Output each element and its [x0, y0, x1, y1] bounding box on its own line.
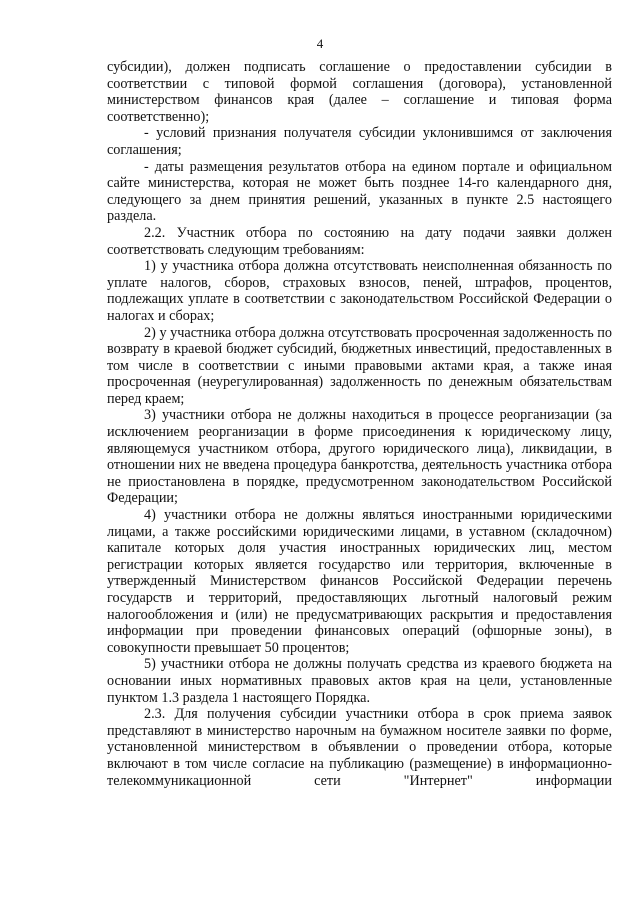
document-body: [107, 59, 612, 789]
paragraph: 5) участники отбора не должны получать средства из краевого бюджета на основании иных нормативных правовых актов края на цели, установленные пунктом 1.3 раздела 1 настоящего Порядка.: [107, 656, 612, 706]
paragraph: 2.3. Для получения субсидии участники отбора в срок приема заявок представляют в министерство нарочным на бумажном носителе заявки по форме, установленной министерством в объявлении о проведении отбора, которые включают в том числе согласие на публикацию (размещение) в информационно-телекоммуникационной сети "Интернет" информации: [107, 706, 612, 789]
page-number: 4: [316, 36, 324, 51]
paragraph: 4) участники отбора не должны являться иностранными юридическими лицами, а также российскими юридическими лицами, в уставном (складочном) капитале которых доля участия иностранных юридических лиц, местом регистрации которых является государство или территория, включенные в утвержденный Министерством финансов Российской Федерации перечень государств и территорий, предоставляющих льготный налоговый режим налогообложения и (или) не предусматривающих раскрытия и предоставления информации при проведении финансовых операций (офшорные зоны), в совокупности превышает 50 процентов;: [107, 507, 612, 656]
paragraph: 3) участники отбора не должны находиться в процессе реорганизации (за исключением реорганизации в форме присоединения к юридическому лицу, являющемуся участником отбора, другого юридического лица), ликвидации, в отношении них не введена процедура банкротства, деятельность участника отбора не приостановлена в порядке, предусмотренном законодательством Российской Федерации;: [107, 407, 612, 507]
paragraph: - даты размещения результатов отбора на едином портале и официальном сайте министерства, которая не может быть позднее 14-го календарного дня, следующего за днем принятия решений, указанных в пункте 2.5 настоящего раздела.: [107, 158, 612, 225]
paragraph: - условий признания получателя субсидии уклонившимся от заключения соглашения;: [107, 125, 612, 158]
paragraph: 2.2. Участник отбора по состоянию на дату подачи заявки должен соответствовать следующим требованиям:: [107, 224, 612, 258]
paragraph: субсидии), должен подписать соглашение о предоставлении субсидии в соответствии с типовой формой соглашения (договора), установленной министерством финансов края (далее – соглашение и типовая форма соответственно);: [107, 59, 612, 125]
paragraph: 1) у участника отбора должна отсутствовать неисполненная обязанность по уплате налогов, сборов, страховых взносов, пеней, штрафов, процентов, подлежащих уплате в соответствии с законодательством Российской Федерации о налогах и сборах;: [107, 258, 612, 324]
paragraph: 2) у участника отбора должна отсутствовать просроченная задолженность по возврату в краевой бюджет субсидий, бюджетных инвестиций, предоставленных в том числе в соответствии с иными правовыми актами края, а также иная просроченная (неурегулированная) задолженность по денежным обязательствам перед краем;: [107, 324, 612, 407]
